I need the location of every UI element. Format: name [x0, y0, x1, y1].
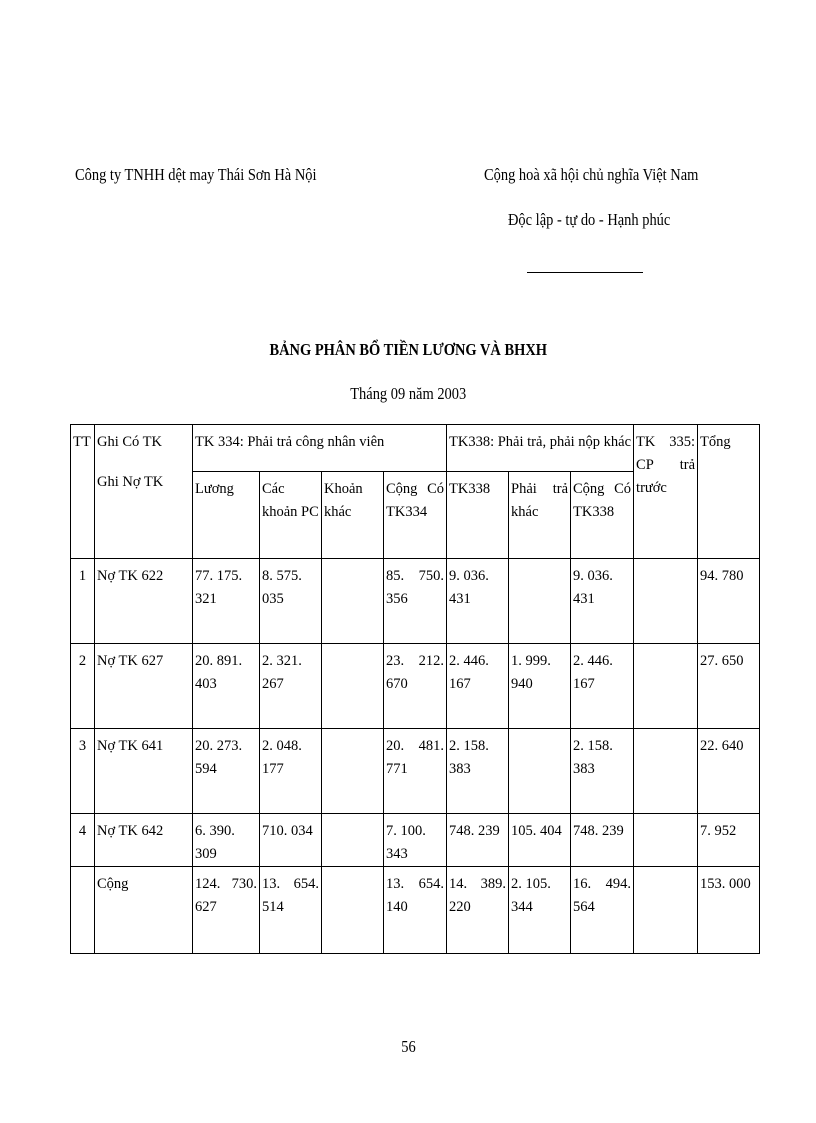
- cell-phai-tra: [509, 729, 571, 814]
- cell-tong: 7. 952: [698, 814, 760, 867]
- cell-tt: 3: [71, 729, 95, 814]
- document-title: [0, 340, 816, 360]
- cell-tk338: 748. 239: [447, 814, 509, 867]
- cell-cong334: 23. 212. 670: [384, 644, 447, 729]
- cell-cong338: 2. 446. 167: [571, 644, 634, 729]
- national-motto-line1: Cộng hoà xã hội chủ nghĩa Việt Nam: [484, 165, 699, 184]
- cell-tong: 94. 780: [698, 559, 760, 644]
- cell-tk338: 2. 158. 383: [447, 729, 509, 814]
- cell-tk335: [634, 867, 698, 954]
- cell-tong: 27. 650: [698, 644, 760, 729]
- header-tt: TT: [71, 425, 95, 559]
- header-group-334: TK 334: Phải trả công nhân viên: [193, 425, 447, 472]
- page-number-text: 56: [400, 1037, 416, 1056]
- cell-cong334: 85. 750. 356: [384, 559, 447, 644]
- cell-tt: [71, 867, 95, 954]
- cell-cong334: 7. 100. 343: [384, 814, 447, 867]
- cell-pc: 8. 575. 035: [260, 559, 322, 644]
- cell-khac: [322, 867, 384, 954]
- cell-pc: 2. 321. 267: [260, 644, 322, 729]
- header-ghi-no: Ghi Nợ TK: [97, 474, 164, 490]
- cell-khac: [322, 729, 384, 814]
- table-header-row: [71, 425, 760, 472]
- cell-tk338: 2. 446. 167: [447, 644, 509, 729]
- cell-phai-tra: [509, 559, 571, 644]
- motto-underline: [527, 272, 643, 273]
- header-cong-co-338: Cộng Có TK338: [571, 472, 634, 559]
- cell-tk335: [634, 559, 698, 644]
- cell-cong334: 13. 654. 140: [384, 867, 447, 954]
- table-total-row: [71, 867, 760, 954]
- cell-luong: 20. 273. 594: [193, 729, 260, 814]
- cell-cong334: 20. 481. 771: [384, 729, 447, 814]
- cell-cong338: 9. 036. 431: [571, 559, 634, 644]
- cell-tk335: [634, 644, 698, 729]
- header-cong-co-334: Cộng Có TK334: [384, 472, 447, 559]
- cell-pc: 2. 048. 177: [260, 729, 322, 814]
- header-phai-tra-khac: Phải trả khác: [509, 472, 571, 559]
- salary-allocation-table: [70, 424, 760, 954]
- cell-luong: 124. 730. 627: [193, 867, 260, 954]
- cell-phai-tra: 2. 105. 344: [509, 867, 571, 954]
- cell-khac: [322, 644, 384, 729]
- header-accounts: [95, 425, 193, 559]
- document-subtitle: [0, 384, 816, 404]
- cell-pc: 13. 654. 514: [260, 867, 322, 954]
- cell-luong: 6. 390. 309: [193, 814, 260, 867]
- table-row: [71, 814, 760, 867]
- cell-account: Cộng: [95, 867, 193, 954]
- cell-account: Nợ TK 642: [95, 814, 193, 867]
- document-title-text: BẢNG PHÂN BỔ TIỀN LƯƠNG VÀ BHXH: [269, 340, 547, 359]
- header-tk338: TK338: [447, 472, 509, 559]
- cell-cong338: 2. 158. 383: [571, 729, 634, 814]
- cell-tk335: [634, 729, 698, 814]
- cell-khac: [322, 559, 384, 644]
- cell-phai-tra: 1. 999. 940: [509, 644, 571, 729]
- header-tong: Tổng: [698, 425, 760, 559]
- table-row: [71, 559, 760, 644]
- cell-tong: 22. 640: [698, 729, 760, 814]
- cell-tk338: 9. 036. 431: [447, 559, 509, 644]
- cell-tt: 2: [71, 644, 95, 729]
- cell-account: Nợ TK 622: [95, 559, 193, 644]
- cell-luong: 20. 891. 403: [193, 644, 260, 729]
- cell-account: Nợ TK 641: [95, 729, 193, 814]
- header-ghi-co: Ghi Có TK: [97, 434, 162, 450]
- cell-khac: [322, 814, 384, 867]
- cell-tong: 153. 000: [698, 867, 760, 954]
- header-khoan-khac: Khoản khác: [322, 472, 384, 559]
- company-name: Công ty TNHH dệt may Thái Sơn Hà Nội: [75, 165, 317, 184]
- cell-phai-tra: 105. 404: [509, 814, 571, 867]
- header-group-338: TK338: Phải trả, phải nộp khác: [447, 425, 634, 472]
- table-row: [71, 729, 760, 814]
- cell-account: Nợ TK 627: [95, 644, 193, 729]
- cell-tt: 4: [71, 814, 95, 867]
- header-group-335: TK 335: CP trả trước: [634, 425, 698, 559]
- header-cac-khoan-pc: Các khoản PC: [260, 472, 322, 559]
- cell-luong: 77. 175. 321: [193, 559, 260, 644]
- cell-cong338: 748. 239: [571, 814, 634, 867]
- national-motto-line2: Độc lập - tự do - Hạnh phúc: [508, 210, 671, 229]
- page-number: [0, 1037, 816, 1057]
- header-luong: Lương: [193, 472, 260, 559]
- table-row: [71, 644, 760, 729]
- cell-tk338: 14. 389. 220: [447, 867, 509, 954]
- cell-cong338: 16. 494. 564: [571, 867, 634, 954]
- document-subtitle-text: Tháng 09 năm 2003: [349, 384, 466, 403]
- cell-tt: 1: [71, 559, 95, 644]
- cell-pc: 710. 034: [260, 814, 322, 867]
- cell-tk335: [634, 814, 698, 867]
